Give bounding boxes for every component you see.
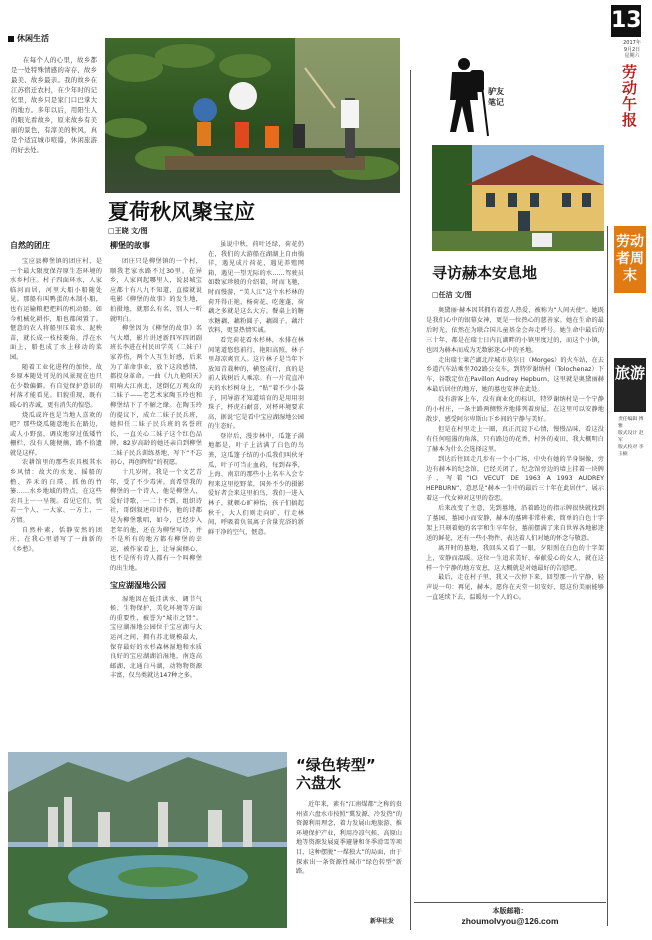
credit-editor: 责任编辑 博雅 xyxy=(618,417,644,429)
section-village xyxy=(10,240,102,554)
liubao-heading: 柳堡的故事 xyxy=(110,241,150,250)
notes-paragraph: 后来改变了主意，先到墓地，沿着路边的指示牌很快就找到了墓园，墓园小而安静，赫本的墓碑非常朴素，简单的白色十字架上只刻着她的名字和生卒年份，墓前摆满了来自世界各地影迷送的鲜花，还有一些小物件，表达着人们对她的怀念与敬意。 xyxy=(426,505,604,542)
green-body: 近年来，素有“江南煤都”之称的贵州省六盘水市按照“冀发源、冷发热”的资源利用理念，着力发展山地旅游、推环境保护产业，利用冷凉气候、高原山地等资源发展夏季避暑和冬季滑雪等项目，这种摆脱“一煤独大”的局面，由于探索出一条资源性城市“绿色转型”新路。 xyxy=(296,801,402,876)
email-divider xyxy=(414,902,606,903)
date-weekday: 星期六 xyxy=(624,53,640,59)
email-label: 本版邮箱： xyxy=(492,907,528,915)
column-divider xyxy=(410,70,411,930)
liubao-paragraph: 柳堡因为《柳堡的故事》名气大增，影片讲述新四军四团副班长李进在村民田学英（二妹子）家养伤，两个人互生好感，后来为了革命事业，放下这段感情，都投身革命。一曲《九九艳阳天》唱响大江南北，迷倒亿万观众的二妹子——老艺术家陶玉玲也和柳堡结下了不解之缘。在陶玉玲的提议下，成立二妹子民兵班，她担任二妹子民兵班的名誉班长，一直关心二妹子这个红色品牌，82岁高龄的她还亲自到柳堡二妹子民兵训练基地，写下“不忘初心，再创辉煌”的祝愿。 xyxy=(110,325,202,467)
notes-label-line1: 驴友 xyxy=(488,87,504,96)
notes-column-label xyxy=(488,86,504,108)
green-source: 新华社发 xyxy=(370,918,395,925)
green-headline-line1: “绿色转型” xyxy=(296,756,376,774)
wetland-body xyxy=(208,240,304,537)
section-label-travel: 旅游 xyxy=(614,358,646,412)
hiker-icon xyxy=(440,56,492,138)
date-year: 2017年 xyxy=(623,40,641,46)
leisure-intro: 在每个人的心里，故乡都是一处特殊情感的寄存，故乡最美、故乡最亲。我的故乡在江苏宿迁农村，在少年时的记忆里，故乡只是家门口巴掌大的地方。多年以后，用阳生人的眼光看故乡，原来故乡有美丽的景色，有淳美的秋风，真是个适宜城市喧嚣，休闲旅游的好去处。 xyxy=(11,56,97,154)
liupanshui-city-photo xyxy=(8,752,287,928)
wetland-paragraph: 登岸后，漫步林中，瓜篷子满地都是，叶子上沾满了白色的鸟粪，这瓜篷子结的小瓜我们叫伙牙瓜，叶子可当止血药，每到春季，上海、南京的那些小上名车入会专程来这里挖野菜，国外不少的摄影爱好者会来这里拍鸟，我们一进入林子，就顿心旷神怡，孩子们搞起秋千，大人们则走向旷，行走林间，呼吸着负氧离子含量充浴的新鲜干净的空气，惬意。 xyxy=(208,432,304,536)
wetland-paragraph: 湿地因在低洼洪水、调节气候、生物保护，美化环境等方面的重要性，被誉为“城市之肾”。宝应湖湿地公园位于宝应湖与大运河之间，拥有苏北规模最大，保存最好的水杉森林湿地和水质良好的宝应湖湖泊湿地，南连高邮湖，北通白马湖，动物物资源丰富，仅鸟类就达147种之多。 xyxy=(110,595,202,680)
notes-paragraph: 没有游客上车，没有商业化的标识，特罗谢纳村是一个宁静的小村庄，一条主路两侧整齐地排列着房屋，在这里可以安静地散步，感受阿尔卑斯山下乡间的宁静与美好。 xyxy=(426,396,604,423)
notes-headline: 寻访赫本安息地 xyxy=(432,264,538,282)
email-address[interactable]: zhoumolvyou@126.com xyxy=(461,916,559,926)
village-paragraph: 随着工业化进程的加快，故乡原本随处可见的风景现在也只在少数偏僻。有自觉保护意识的村落才能看见。旧貌重现，既有暖心的赤诚，更有消失的惶恐。 xyxy=(10,363,102,409)
leisure-headline: 夏荷秋风聚宝应 xyxy=(108,200,255,224)
section-liubao xyxy=(110,240,202,681)
section-label-leisure: 休闲生活 xyxy=(17,34,49,43)
right-divider xyxy=(607,226,608,926)
village-paragraph: 烧瓜或许也是当地人喜欢的吧？那些烧瓜随意地长在路边，或人小野蛮，调皮地穿过低矮竹栅栏，没有人随便摘，路不拾遗就是这样。 xyxy=(10,411,102,457)
lotus-boat-photo xyxy=(105,38,400,193)
liubao-paragraph: 十几岁时，我是一个文艺青年，受了不少毒害。真希望我的柳堡的一个诗人，他是柳堡人，爱好诗歌，一二十不到，组织诗社，哥倒叙述印诗作，他的诗都是为柳堡歌唱，如今，已经步入老年的他，还在为柳堡写诗，并不是所有的地方都有柳堡的幸运，被作家看上，让导演倾心，也不是所有诗人都有一个叫柳堡的出生地。 xyxy=(110,469,202,572)
section-bullet xyxy=(8,36,14,42)
credit-proof: 版式校对 李玉楠 xyxy=(618,445,644,457)
wetland-heading: 宝应湖湿地公园 xyxy=(110,580,166,590)
date-day: 9月2日 xyxy=(623,46,641,53)
liubao-paragraph: 团庄只是柳堡镇的一个村，顺我老家水路不过30里。在异乡，人家问起哪里人，说县城宝应都十有八九不知道，直接就说电影《柳堡的故事》的发生地，拍摄地，就那么有名，别人一听就明白。 xyxy=(110,258,202,323)
notes-paragraph: 到达后往回走几步有一个小广场，中央有她的半身铜像，旁边有赫本的纪念馆，已经关闭了，纪念馆旁边的墙上挂着一块牌子，写着“ICI VECUT DE 1963 A 1993 AUDREY HEPBURN”，意思是“赫本一生中的最后三十年在此居住”，展示着这一代女神对这里的眷恋。 xyxy=(426,455,604,503)
weekly-label: 劳动者周末 xyxy=(614,226,646,293)
green-headline xyxy=(296,756,376,792)
village-body xyxy=(10,257,102,554)
leisure-byline: □王晓 文/图 xyxy=(108,227,148,235)
village-heading: 自然的团庄 xyxy=(10,241,50,250)
newspaper-logo: 劳动午报 xyxy=(620,64,638,128)
notes-paragraph: 走出瑞士莱芒湖北岸城市莫尔日（Morges）的火车站，在去乡道汽车站乘坐702路公交车，到特罗谢纳村（Tolochenaz）下车，谷歌定位在Pavillon Audrey Hepburn，这里就是奥黛丽赫本最后居住的地方，她的墓也安葬在此处。 xyxy=(426,356,604,394)
liubao-body xyxy=(110,257,202,574)
notes-paragraph: 最后，走在村子里，我又一次停下来，回望那一片宁静，轻声说一句：再见，赫本。愿你在天堂一切安好，愿这份美丽能够一直延续下去，温暖每一个人的心。 xyxy=(426,574,604,602)
email-box xyxy=(414,906,606,926)
wetland-paragraph: 看完荷花看水杉林，水排在林间笔道悠悠前行，艳阳高照，林子里却凉爽宜人。这片林子是当年下放知青栽种的，横竖成行，真的是前人栽树后人乘凉。有一片荒直冲天的水杉树身上，“贴”着不少小袋子，同导游才知道培育的是用用羽珠子，杯虎石耐喜，对杯环境要求高，据说‘它是看中宝应湖湿地公园的生态好。 xyxy=(208,336,304,431)
page-date xyxy=(618,40,646,60)
wetland-paragraph: 虽说中秋，荷叶还绿，荷花仍在，我们的大游船在湖湖上自由徜徉，遇见成片荷花，遇见养殖网箱，遇见一望无际的水……驾驶员如数家珍般的介绍着，时而飞驰，时而慢游，“美人江”这个水杉林的荷开得正艳，杨荷花、吃莲蓬，荷藕之多就是这么大方。餐桌上的糖水糖藕，藕粉圆子，藕圆子，藕汁饮料，更显热情实诚。 xyxy=(208,241,304,335)
notes-paragraph: 奥黛丽·赫本因其拥有着惹人热爱，被称为“人间天使”。她既是我们心中的银幕女神，更是一位热心的慈善家。她在生命的最后时光，依然在为联合国儿童基金会奔走呼号。她生命中最后的三十年，都是在瑞士日内瓦湖畔的小镇里度过的，而这个小镇，也因为赫本而成为无数影迷心中的圣地。 xyxy=(426,307,604,354)
village-paragraph: 自然朴素，恬静安然的团庄，在我心里谱写了一曲新的《乡愁》。 xyxy=(10,526,102,553)
wetland-intro xyxy=(110,595,202,681)
green-headline-line2: 六盘水 xyxy=(296,774,342,792)
notes-label-line2: 笔记 xyxy=(488,98,504,107)
notes-paragraph: 但是在村里走上一圈，真正沉淀下心情，慢慢品味，看这没有任何喧嚣的角落，只有路边的花香，村外的麦田，我大概明白了赫本为什么会选择这里。 xyxy=(426,425,604,453)
village-paragraph: 宝应县柳堡镇的团庄村，是一个最大限度保存原生态环境的水乡村庄。村子四面环水，人家临河而居，河里大船小船随处见。那船有叫鸭蛋的木制小船，也有运输粮把把料的机动船。如今机械化耕作，船也都闲置了。惬意的农人将船里压着水、泥秧苗，就长成一枝枝菱角，浮在水面上，船也成了水上移动的菜园。 xyxy=(10,258,102,361)
credit-design: 版式设计 赵军 xyxy=(618,431,644,443)
notes-byline: □任洁 文/图 xyxy=(432,291,472,299)
hepburn-house-photo xyxy=(432,145,604,251)
notes-body xyxy=(426,306,604,603)
village-paragraph: 农耕馆里的那些农具极其水乡风情：故犬的水龙、摇船的橹、养禾的白璞、抓鱼的竹篓……水乡地域的特点，在这些农具上一一呈现。看见它们，恍若一个人、一大家、一方土、一方情。 xyxy=(10,459,102,525)
notes-paragraph: 离开时的墓地，我回头又看了一眼，夕阳照在白色的十字架上，安静而温暖。这位一生追求美好、奉献爱心的女人，就在这样一个宁静的地方安息，这大概就是对她最好的告慰吧。 xyxy=(426,544,604,572)
page-number: 13 xyxy=(611,5,641,37)
credits xyxy=(618,416,646,458)
